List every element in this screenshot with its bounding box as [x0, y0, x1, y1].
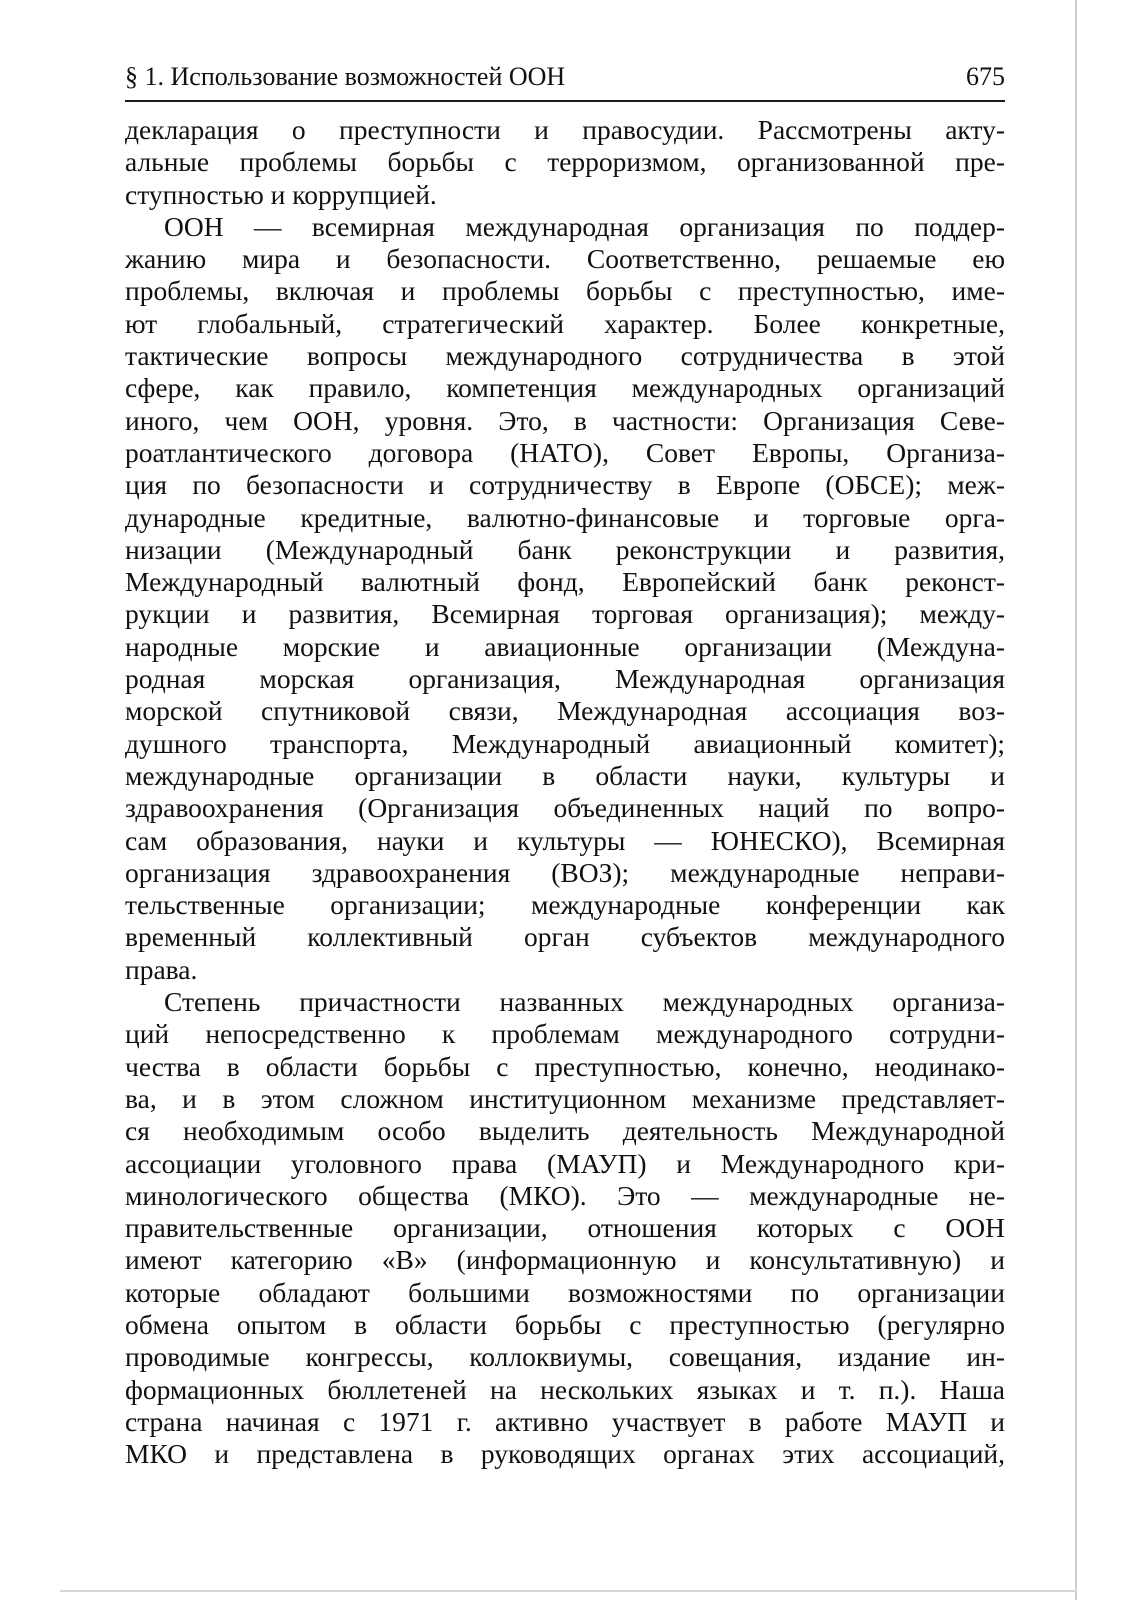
- text-line: минологического общества (МКО). Это — международные не-: [125, 1179, 1005, 1211]
- text-line: обмена опытом в области борьбы с преступностью (регулярно: [125, 1308, 1005, 1340]
- text-line: альные проблемы борьбы с терроризмом, организованной пре-: [125, 146, 1005, 178]
- text-line: сфере, как правило, компетенция международных организаций: [125, 372, 1005, 404]
- text-line: декларация о преступности и правосудии. Рассмотрены акту-: [125, 114, 1005, 145]
- header-rule: [125, 100, 1005, 102]
- page-edge-bottom: [60, 1590, 1077, 1592]
- text-line: морской спутниковой связи, Международная ассоциация воз-: [125, 695, 1005, 727]
- text-line: организация здравоохранения (ВОЗ); международные неправи-: [125, 856, 1005, 888]
- text-line: чества в области борьбы с преступностью, конечно, неодинако-: [125, 1050, 1005, 1082]
- text-line: международные организации в области науки, культуры и: [125, 759, 1005, 791]
- text-line: ция по безопасности и сотрудничеству в Европе (ОБСЕ); меж-: [125, 469, 1005, 501]
- text-line: ООН — всемирная международная организация по поддер-: [164, 210, 1005, 242]
- text-line: тельственные организации; международные конференции как: [125, 889, 1005, 921]
- text-line: жанию мира и безопасности. Соответственно, решаемые ею: [125, 243, 1005, 275]
- text-line: которые обладают большими возможностями по организации: [125, 1276, 1005, 1308]
- text-line: родная морская организация, Международная организация: [125, 663, 1005, 695]
- text-line: Международный валютный фонд, Европейский банк реконст-: [125, 566, 1005, 598]
- page-number: 675: [966, 62, 1005, 91]
- text-line: низации (Международный банк реконструкции и развития,: [125, 533, 1005, 565]
- text-line: проблемы, включая и проблемы борьбы с преступностью, име-: [125, 275, 1005, 307]
- text-line: имеют категорию «В» (информационную и консультативную) и: [125, 1244, 1005, 1276]
- section-title: § 1. Использование возможностей ООН: [125, 62, 566, 91]
- text-line: формационных бюллетеней на нескольких языках и т. п.). Наша: [125, 1373, 1005, 1405]
- text-line: ют глобальный, стратегический характер. Более конкретные,: [125, 307, 1005, 339]
- text-line: иного, чем ООН, уровня. Это, в частности: Организация Севе-: [125, 404, 1005, 436]
- body-text: [125, 114, 1005, 1470]
- text-line: народные морские и авиационные организации (Междуна-: [125, 630, 1005, 662]
- text-line: проводимые конгрессы, коллоквиумы, совещания, издание ин-: [125, 1341, 1005, 1373]
- text-line: тактические вопросы международного сотрудничества в этой: [125, 340, 1005, 372]
- text-line: ступностью и коррупцией.: [125, 178, 437, 210]
- text-line: роатлантического договора (НАТО), Совет Европы, Организа-: [125, 436, 1005, 468]
- text-line: ассоциации уголовного права (МАУП) и Международного кри-: [125, 1147, 1005, 1179]
- text-line: душного транспорта, Международный авиационный комитет);: [125, 727, 1005, 759]
- text-line: правительственные организации, отношения которых с ООН: [125, 1212, 1005, 1244]
- text-line: ва, и в этом сложном институционном механизме представляет-: [125, 1082, 1005, 1114]
- text-line: здравоохранения (Организация объединенных наций по вопро-: [125, 792, 1005, 824]
- text-line: МКО и представлена в руководящих органах этих ассоциаций,: [125, 1438, 1005, 1470]
- running-header: [125, 58, 1005, 98]
- text-line: сам образования, науки и культуры — ЮНЕСКО), Всемирная: [125, 824, 1005, 856]
- text-line: временный коллективный орган субъектов международного: [125, 921, 1005, 953]
- text-line: ся необходимым особо выделить деятельность Международной: [125, 1115, 1005, 1147]
- text-line: Степень причастности названных международных организа-: [164, 986, 1005, 1018]
- text-line: страна начиная с 1971 г. активно участвует в работе МАУП и: [125, 1405, 1005, 1437]
- text-line: ций непосредственно к проблемам международного сотрудни-: [125, 1018, 1005, 1050]
- text-line: рукции и развития, Всемирная торговая организация); между-: [125, 598, 1005, 630]
- text-line: права.: [125, 953, 198, 985]
- text-line: дународные кредитные, валютно-финансовые и торговые орга-: [125, 501, 1005, 533]
- page-edge-right: [1075, 0, 1077, 1600]
